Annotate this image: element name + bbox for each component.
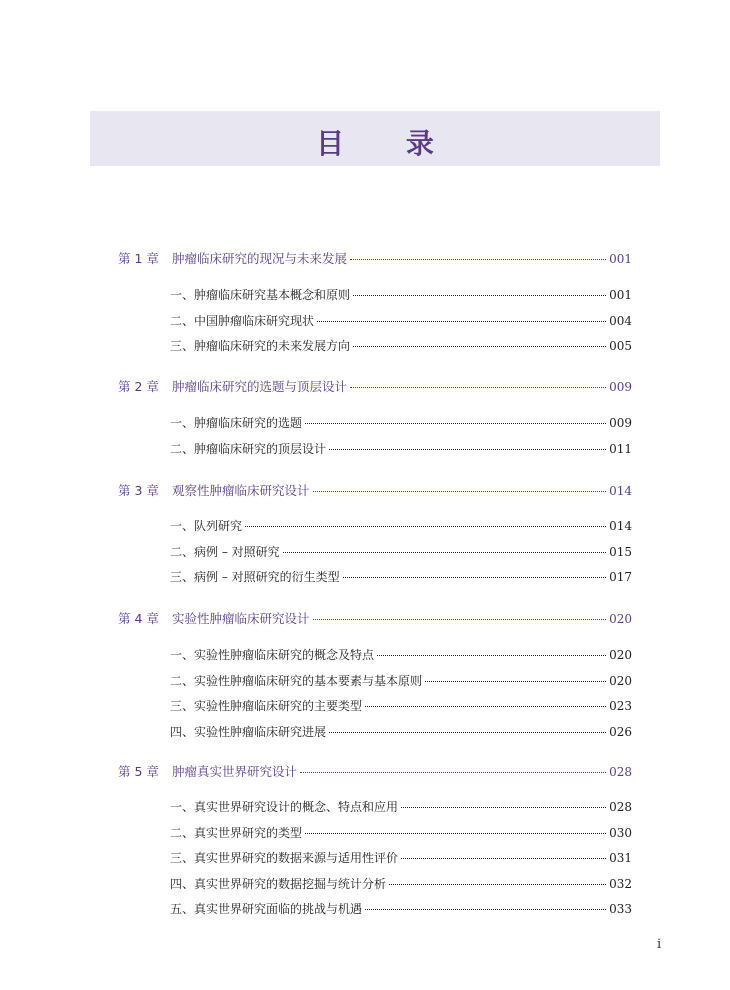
- toc-chapter-entry[interactable]: [118, 377, 632, 395]
- chapter-title: 肿瘤临床研究的现况与未来发展: [172, 251, 348, 266]
- toc-section-entry[interactable]: [170, 900, 632, 917]
- dot-leader: [425, 681, 606, 682]
- section-title: 四、实验性肿瘤临床研究进展: [170, 725, 327, 739]
- toc-section-entry[interactable]: [170, 543, 632, 560]
- section-title: 二、真实世界研究的类型: [170, 826, 303, 840]
- chapter-title: 实验性肿瘤临床研究设计: [172, 611, 310, 626]
- dot-leader: [353, 295, 606, 296]
- chapter-page-number: 001: [609, 252, 632, 266]
- toc-section-entry[interactable]: [170, 697, 632, 714]
- chapter-label: [118, 762, 297, 780]
- section-page-number: 033: [609, 902, 632, 916]
- toc-section-entry[interactable]: [170, 312, 632, 329]
- dot-leader: [329, 732, 606, 733]
- dot-leader: [300, 772, 606, 773]
- section-title: 四、真实世界研究的数据挖掘与统计分析: [170, 877, 387, 891]
- dot-leader: [313, 491, 607, 492]
- section-title: 一、队列研究: [170, 519, 243, 533]
- section-title: 一、实验性肿瘤临床研究的概念及特点: [170, 648, 375, 662]
- toc-chapter-entry[interactable]: [118, 249, 632, 267]
- dot-leader: [401, 807, 606, 808]
- section-page-number: 001: [609, 288, 632, 302]
- dot-leader: [245, 526, 606, 527]
- section-page-number: 031: [609, 851, 632, 865]
- section-title: 三、实验性肿瘤临床研究的主要类型: [170, 699, 363, 713]
- dot-leader: [317, 321, 606, 322]
- dot-leader: [365, 909, 606, 910]
- chapter-title: 肿瘤临床研究的选题与顶层设计: [172, 379, 348, 394]
- dot-leader: [350, 259, 606, 260]
- chapter-number: 第 2 章: [118, 379, 159, 394]
- toc-section-entry[interactable]: [170, 672, 632, 689]
- section-title: 一、肿瘤临床研究基本概念和原则: [170, 288, 351, 302]
- chapter-label: [118, 609, 310, 627]
- chapter-number: 第 5 章: [118, 764, 159, 779]
- dot-leader: [329, 449, 606, 450]
- toc-chapter-entry[interactable]: [118, 762, 632, 780]
- section-page-number: 023: [609, 699, 632, 713]
- dot-leader: [283, 552, 606, 553]
- section-title: 一、肿瘤临床研究的选题: [170, 416, 303, 430]
- toc-section-entry[interactable]: [170, 798, 632, 815]
- chapter-number: 第 3 章: [118, 483, 159, 498]
- section-page-number: 020: [609, 648, 632, 662]
- toc-section-entry[interactable]: [170, 337, 632, 354]
- toc-section-entry[interactable]: [170, 517, 632, 534]
- chapter-page-number: 009: [609, 380, 632, 394]
- chapter-label: [118, 481, 310, 499]
- section-title: 一、真实世界研究设计的概念、特点和应用: [170, 800, 399, 814]
- toc-section-entry[interactable]: [170, 875, 632, 892]
- chapter-page-number: 028: [609, 765, 632, 779]
- dot-leader: [313, 619, 607, 620]
- section-page-number: 009: [609, 416, 632, 430]
- section-page-number: 015: [609, 545, 632, 559]
- toc-section-entry[interactable]: [170, 286, 632, 303]
- dot-leader: [365, 706, 606, 707]
- toc-chapter-entry[interactable]: [118, 609, 632, 627]
- toc-section-entry[interactable]: [170, 646, 632, 663]
- section-page-number: 030: [609, 826, 632, 840]
- toc-section-entry[interactable]: [170, 414, 632, 431]
- section-page-number: 028: [609, 800, 632, 814]
- section-title: 五、真实世界研究面临的挑战与机遇: [170, 902, 363, 916]
- chapter-title: 观察性肿瘤临床研究设计: [172, 483, 310, 498]
- dot-leader: [353, 346, 606, 347]
- page-folio: i: [657, 937, 662, 952]
- section-title: 二、肿瘤临床研究的顶层设计: [170, 442, 327, 456]
- toc-section-entry[interactable]: [170, 723, 632, 740]
- toc-section-entry[interactable]: [170, 849, 632, 866]
- dot-leader: [305, 833, 606, 834]
- section-title: 二、实验性肿瘤临床研究的基本要素与基本原则: [170, 674, 423, 688]
- chapter-title: 肿瘤真实世界研究设计: [172, 764, 298, 779]
- section-page-number: 004: [609, 314, 632, 328]
- section-title: 三、病例 – 对照研究的衍生类型: [170, 570, 340, 584]
- toc-chapter-entry[interactable]: [118, 481, 632, 499]
- chapter-number: 第 4 章: [118, 611, 159, 626]
- toc-section-entry[interactable]: [170, 824, 632, 841]
- section-title: 三、肿瘤临床研究的未来发展方向: [170, 339, 351, 353]
- chapter-page-number: 020: [609, 612, 632, 626]
- chapter-number: 第 1 章: [118, 251, 159, 266]
- chapter-label: [118, 249, 347, 267]
- section-page-number: 014: [609, 519, 632, 533]
- dot-leader: [343, 577, 606, 578]
- section-page-number: 011: [609, 442, 632, 456]
- dot-leader: [305, 423, 606, 424]
- toc-section-entry[interactable]: [170, 440, 632, 457]
- section-page-number: 026: [609, 725, 632, 739]
- dot-leader: [377, 655, 606, 656]
- dot-leader: [350, 387, 606, 388]
- chapter-label: [118, 377, 347, 395]
- section-title: 二、病例 – 对照研究: [170, 545, 280, 559]
- section-page-number: 032: [609, 877, 632, 891]
- section-page-number: 005: [609, 339, 632, 353]
- section-page-number: 017: [609, 570, 632, 584]
- section-title: 三、真实世界研究的数据来源与适用性评价: [170, 851, 399, 865]
- section-page-number: 020: [609, 674, 632, 688]
- page-title: 目 录: [316, 127, 460, 160]
- section-title: 二、中国肿瘤临床研究现状: [170, 314, 315, 328]
- dot-leader: [389, 884, 606, 885]
- chapter-page-number: 014: [609, 484, 632, 498]
- toc-section-entry[interactable]: [170, 568, 632, 585]
- dot-leader: [401, 858, 606, 859]
